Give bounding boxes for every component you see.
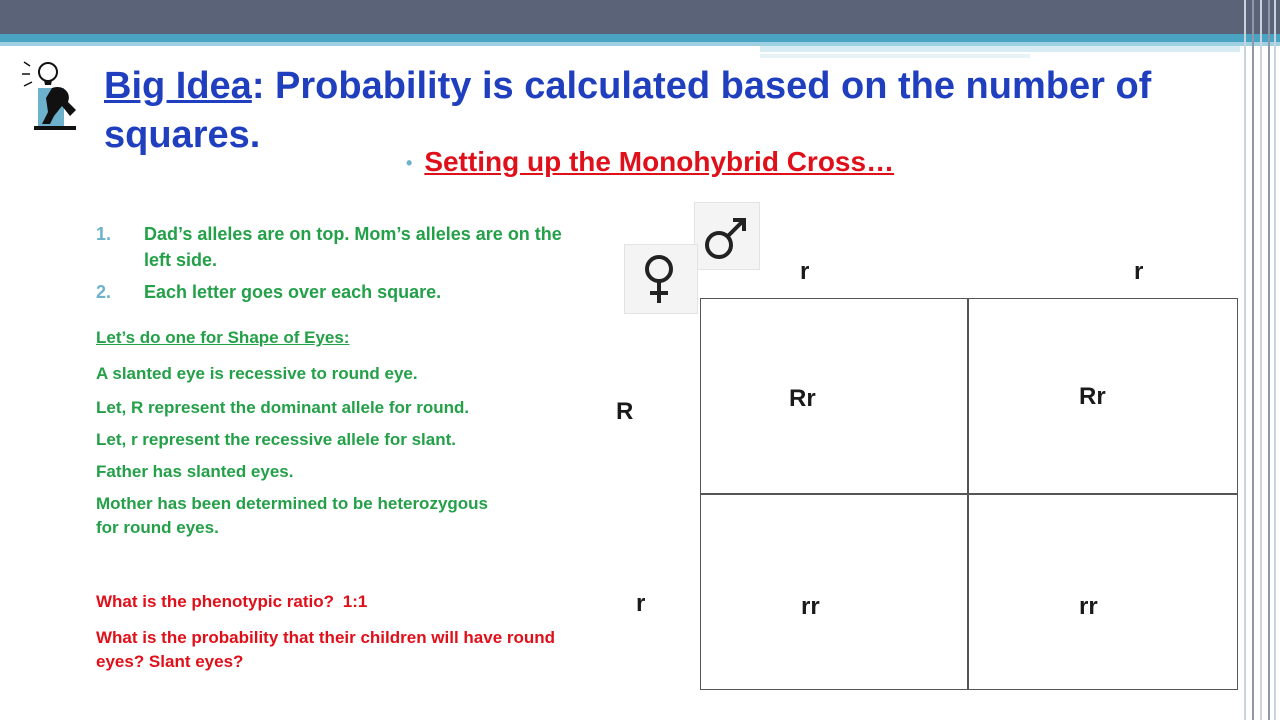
- example-line: Let, R represent the dominant allele for round.: [96, 398, 470, 417]
- dad-allele-2: r: [1134, 258, 1144, 285]
- question-text: What is the phenotypic ratio?: [96, 592, 335, 611]
- list-item: [96, 222, 576, 274]
- punnett-square: [700, 298, 1238, 690]
- punnett-cell: rr: [801, 593, 820, 620]
- thinking-person-lightbulb-icon: [20, 58, 92, 136]
- title-text: : Probability is calculated based on the number of squares.: [104, 65, 1152, 156]
- header-bar: [0, 0, 1280, 34]
- mom-allele-2: r: [636, 590, 646, 617]
- punnett-cell: Rr: [1079, 383, 1106, 410]
- example-line: Let, r represent the recessive allele for slant.: [96, 430, 456, 449]
- mom-allele-1: R: [616, 398, 634, 425]
- title-keyword: Big Idea: [104, 65, 252, 107]
- header-stripe: [760, 46, 1240, 52]
- male-symbol-icon: [694, 202, 760, 270]
- dad-allele-1: r: [800, 258, 810, 285]
- example-heading: Let’s do one for Shape of Eyes:: [96, 328, 350, 347]
- list-item: [96, 280, 576, 306]
- bullet-icon: •: [406, 153, 413, 174]
- question-1: [96, 590, 576, 614]
- subtitle: [406, 146, 894, 178]
- answer-text: 1:1: [342, 592, 368, 611]
- list-text: Dad’s alleles are on top. Mom’s alleles are on the left side.: [144, 224, 562, 270]
- example-line: Father has slanted eyes.: [96, 462, 294, 481]
- header-stripe: [0, 34, 1280, 42]
- question-2: What is the probability that their children will have round eyes? Slant eyes?: [96, 628, 556, 671]
- example-line: A slanted eye is recessive to round eye.: [96, 364, 418, 383]
- list-number: 2.: [96, 281, 112, 302]
- female-symbol-icon: [624, 244, 698, 314]
- example-line: Mother has been determined to be heterozygous for round eyes.: [96, 494, 489, 537]
- list-number: 1.: [96, 224, 112, 244]
- list-text: Each letter goes over each square.: [144, 281, 442, 302]
- punnett-cell: rr: [1079, 593, 1098, 620]
- header-stripe: [760, 54, 1030, 58]
- page-title: [104, 62, 1214, 159]
- punnett-cell: Rr: [789, 385, 816, 412]
- side-decoration: [1240, 0, 1280, 720]
- instruction-list: [96, 222, 576, 312]
- grid-divider: [701, 493, 1237, 495]
- subtitle-text: Setting up the Monohybrid Cross…: [424, 146, 895, 177]
